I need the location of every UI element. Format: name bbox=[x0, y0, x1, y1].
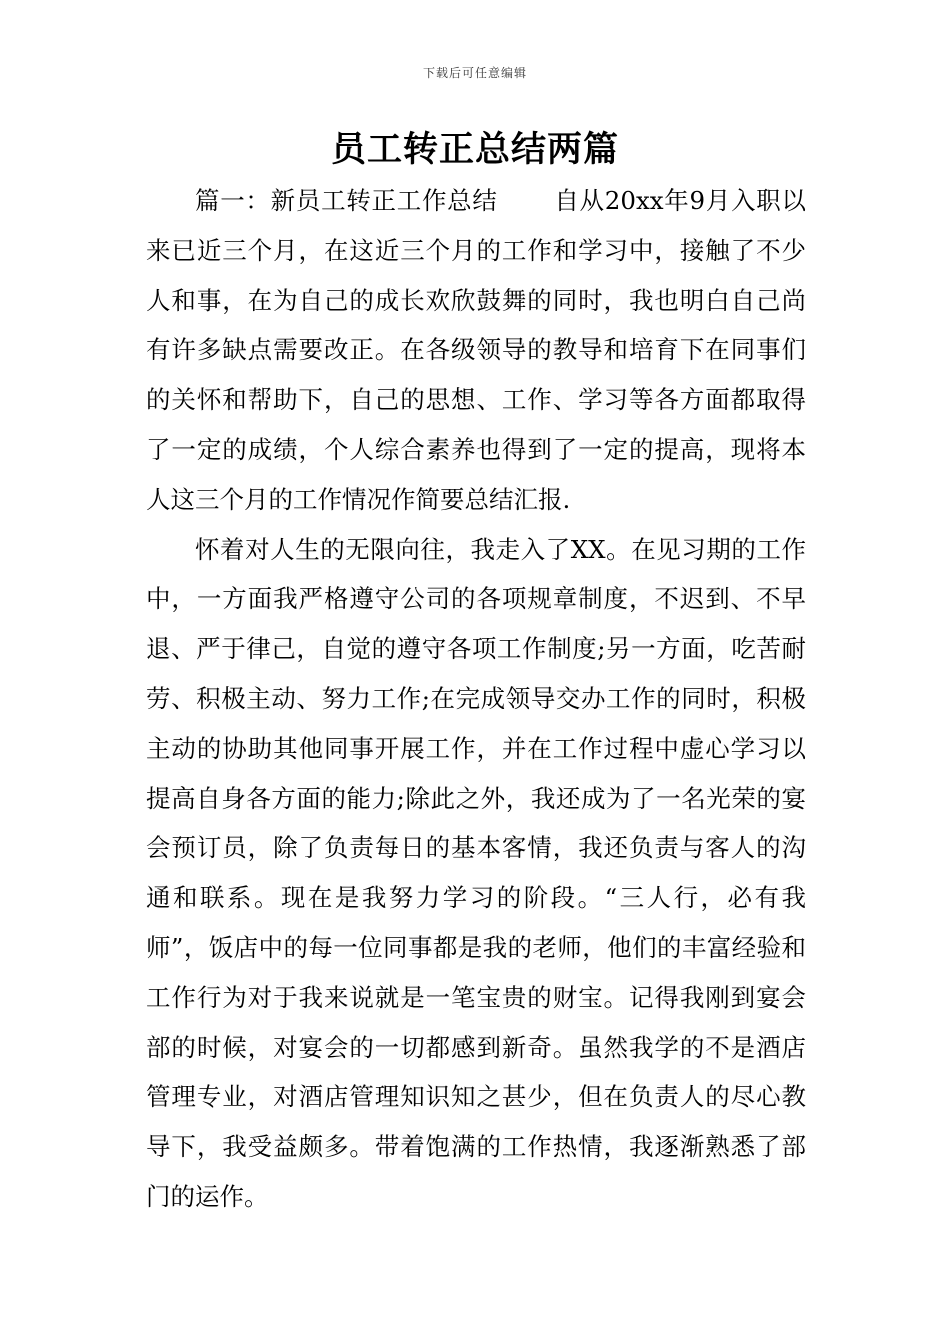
header-note: 下载后可任意编辑 bbox=[422, 66, 527, 80]
paragraph-1-text: 自从20xx年9月入职以来已近三个月，在这近三个月的工作和学习中，接触了不少人和事，在为自己的成长欢欣鼓舞的同时，我也明白自己尚有许多缺点需要改正。在各级领导的教导和培育下在同事们的关怀和帮助下，自己的思想、工作、学习等各方面都取得了一定的成绩，个人综合素养也得到了一定的提高，现将本人这三个月的工作情况作简要总结汇报. bbox=[146, 186, 806, 514]
section-heading: 篇一：新员工转正工作总结 bbox=[195, 186, 498, 215]
paragraph-2: 怀着对人生的无限向往，我走入了XX。在见习期的工作中，一方面我严格遵守公司的各项规章制度，不迟到、不早退、严于律己，自觉的遵守各项工作制度;另一方面，吃苦耐劳、积极主动、努力工作;在完成领导交办工作的同时，积极主动的协助其他同事开展工作，并在工作过程中虚心学习以提高自身各方面的能力;除此之外，我还成为了一名光荣的宴会预订员，除了负责每日的基本客情，我还负责与客人的沟通和联系。现在是我努力学习的阶段。“三人行，必有我师”，饭店中的每一位同事都是我的老师，他们的丰富经验和工作行为对于我来说就是一笔宝贵的财宝。记得我刚到宴会部的时候，对宴会的一切都感到新奇。虽然我学的不是酒店管理专业，对酒店管理知识知之甚少，但在负责人的尽心教导下，我受益颇多。带着饱满的工作热情，我逐渐熟悉了部门的运作。 bbox=[146, 534, 806, 1211]
document-title: 员工转正总结两篇 bbox=[330, 130, 619, 170]
paragraph-1 bbox=[146, 176, 806, 525]
document-body bbox=[146, 176, 806, 1222]
